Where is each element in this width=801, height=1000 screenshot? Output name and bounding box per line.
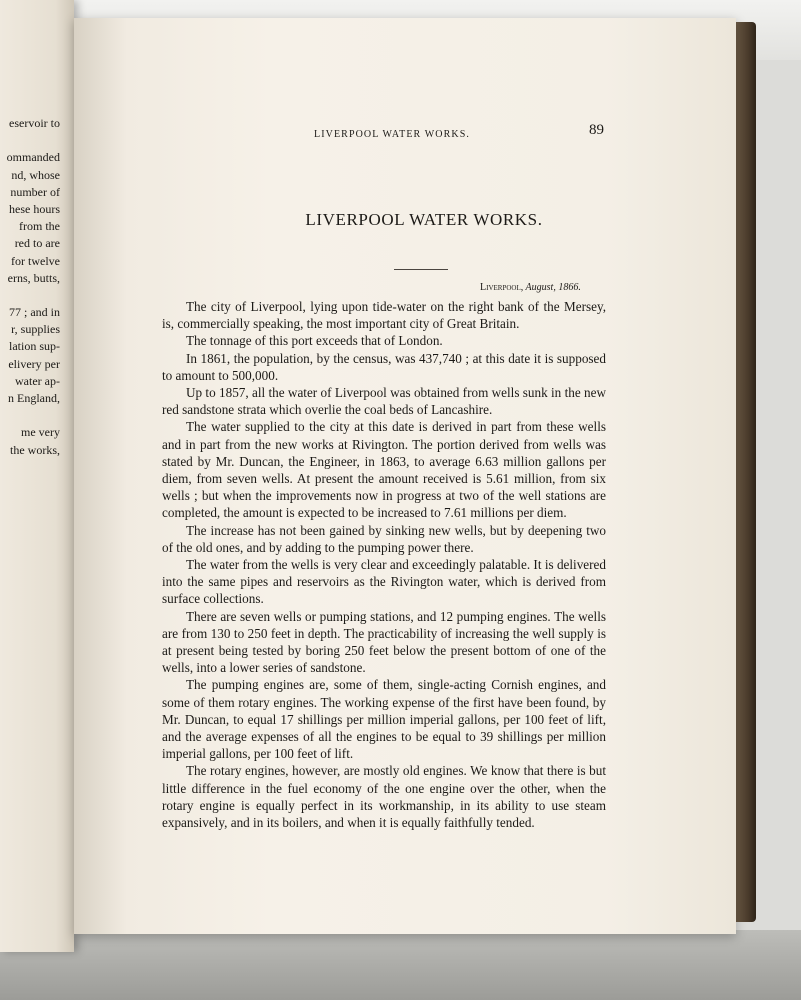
- left-line: eservoir to: [9, 116, 60, 130]
- left-line: [0, 287, 60, 304]
- paragraph: The city of Liverpool, lying upon tide-water on the right bank of the Mersey, is, commercially speaking, the most important city of Great Britain.: [162, 299, 606, 332]
- paragraph: The water supplied to the city at this date is derived in part from these wells and in part from the new works at Rivington. The portion derived from wells was stated by Mr. Duncan, the Engineer, in 1863, to average 6.63 million gallons per diem, from seven wells. At present the amount received is 5.61 million, from six wells ; but when the improvements now in progress at two of the well stations are completed, the amount is expected to be increased to 7.61 millions per diem.: [162, 419, 606, 521]
- left-line: 77 ; and in: [9, 305, 60, 320]
- left-page-text: [0, 115, 60, 459]
- left-line: number of: [10, 184, 60, 199]
- left-line: ommanded: [6, 150, 60, 165]
- running-head: LIVERPOOL WATER WORKS.: [314, 129, 470, 140]
- dateline: [480, 282, 581, 293]
- left-line: elivery per: [8, 356, 60, 371]
- book-fore-edge: [736, 22, 756, 922]
- paragraph: The pumping engines are, some of them, single-acting Cornish engines, and some of them rotary engines. The working expense of the first have been found, by Mr. Duncan, to equal 17 shillings per million imperial gallons, per 100 feet of lift, and the average expenses of all the engines to be equal to 39 shillings per million imperial gallons, per 100 feet of lift.: [162, 677, 606, 762]
- article-body: [162, 298, 606, 831]
- left-line: water ap-: [15, 373, 60, 388]
- left-line: from the: [19, 219, 60, 234]
- page-number: 89: [589, 122, 604, 138]
- left-page: [0, 0, 74, 952]
- left-line: lation sup-: [9, 339, 60, 354]
- left-line: [0, 132, 60, 149]
- paragraph: In 1861, the population, by the census, was 437,740 ; at this date it is supposed to amount to 500,000.: [162, 350, 606, 383]
- left-line: red to are: [14, 236, 60, 251]
- article-title: LIVERPOOL WATER WORKS.: [305, 210, 543, 229]
- left-line: r, supplies: [11, 322, 60, 337]
- paragraph: The water from the wells is very clear and exceedingly palatable. It is delivered into the same pipes and reservoirs as the Rivington water, which is derived from surface collections.: [162, 557, 606, 607]
- left-line: for twelve: [11, 253, 60, 268]
- left-line: n England,: [8, 391, 60, 405]
- paragraph: The increase has not been gained by sinking new wells, but by deepening two of the old ones, and by adding to the pumping power there.: [162, 522, 606, 555]
- left-line: erns, butts,: [7, 270, 60, 285]
- dateline-place: Liverpool,: [480, 282, 524, 293]
- paragraph: There are seven wells or pumping stations, and 12 pumping engines. The wells are from 130 to 250 feet in depth. The practicability of increasing the well supply is at present being tested by boring 250 feet below the present bottom of one of the wells, into a lower series of sandstone.: [162, 608, 606, 676]
- paragraph: Up to 1857, all the water of Liverpool was obtained from wells sunk in the new red sandstone strata which overlie the coal beds of Lancashire.: [162, 385, 606, 418]
- dateline-date: August, 1866.: [525, 282, 581, 293]
- left-line: hese hours: [9, 201, 60, 216]
- left-line: nd, whose: [11, 167, 60, 182]
- left-line: the works,: [10, 442, 60, 457]
- table-surface: [0, 930, 801, 1000]
- left-line: [0, 407, 60, 424]
- right-page: [74, 18, 736, 934]
- paragraph: The rotary engines, however, are mostly old engines. We know that there is but little difference in the fuel economy of the one engine over the other, when the rotary engine is equally perfect in its workmanship, in its ability to use steam expansively, and in its boilers, and when it is equally faithfully tended.: [162, 763, 606, 831]
- paragraph: The tonnage of this port exceeds that of London.: [186, 333, 443, 349]
- title-rule: [394, 269, 448, 270]
- left-line: me very: [21, 425, 60, 440]
